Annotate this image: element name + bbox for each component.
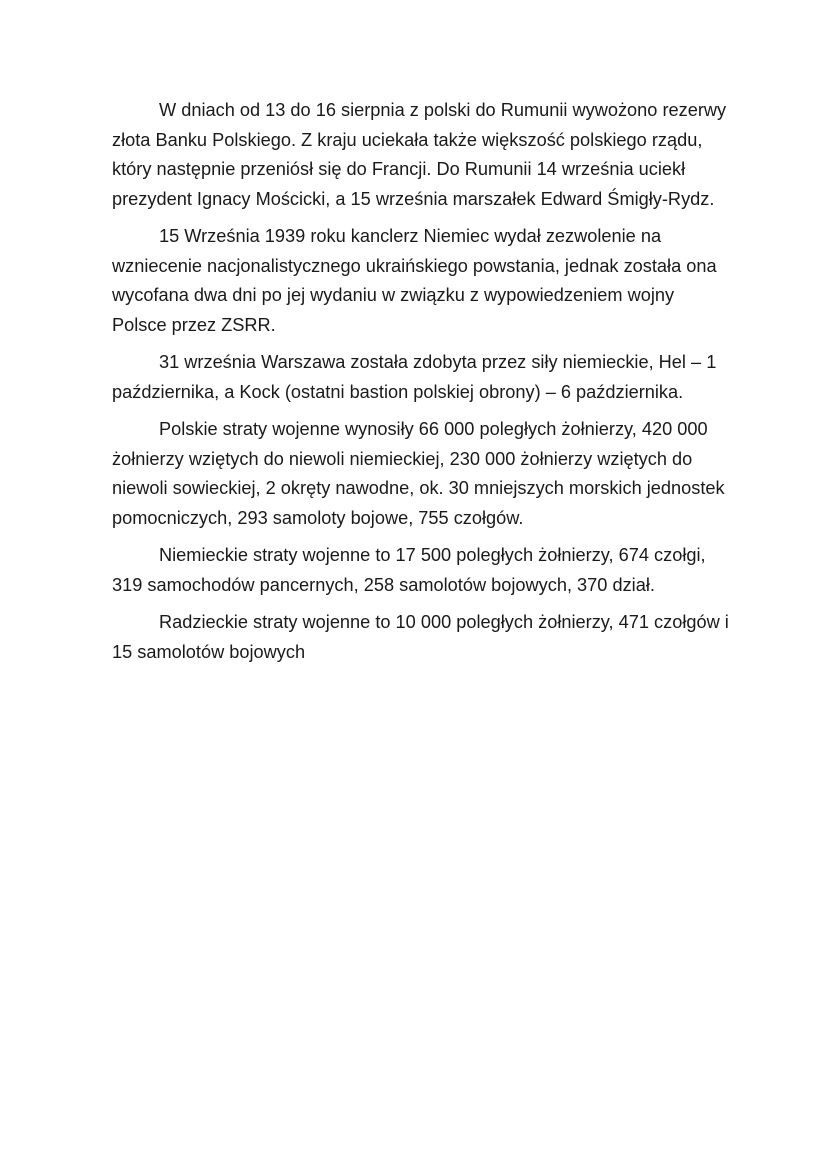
paragraph-warsaw-capture: 31 września Warszawa została zdobyta przez siły niemieckie, Hel – 1 października, a Kock (ostatni bastion polskiej obrony) – 6 października. xyxy=(112,352,717,402)
paragraph-ukrainian-uprising: 15 Września 1939 roku kanclerz Niemiec wydał zezwolenie na wzniecenie nacjonalistycznego ukraińskiego powstania, jednak została ona wycofana dwa dni po jej wydaniu w związku z wypowiedzeniem wojny Polsce przez ZSRR. xyxy=(112,226,717,335)
paragraph-german-losses: Niemieckie straty wojenne to 17 500 poległych żołnierzy, 674 czołgi, 319 samochodów pancernych, 258 samolotów bojowych, 370 dział. xyxy=(112,545,706,595)
paragraph-polish-losses: Polskie straty wojenne wynosiły 66 000 poległych żołnierzy, 420 000 żołnierzy wziętych do niewoli niemieckiej, 230 000 żołnierzy wziętych do niewoli sowieckiej, 2 okręty nawodne, ok. 30 mniejszych morskich jednostek pomocniczych, 293 samoloty bojowe, 755 czołgów. xyxy=(112,419,725,528)
paragraph-soviet-losses: Radzieckie straty wojenne to 10 000 poległych żołnierzy, 471 czołgów i 15 samolotów bojowych xyxy=(112,612,729,662)
document-body xyxy=(112,96,732,675)
paragraph-gold-reserves: W dniach od 13 do 16 sierpnia z polski do Rumunii wywożono rezerwy złota Banku Polskiego. Z kraju uciekała także większość polskiego rządu, który następnie przeniósł się do Francji. Do Rumunii 14 września uciekł prezydent Ignacy Mościcki, a 15 września marszałek Edward Śmigły-Rydz. xyxy=(112,100,727,209)
